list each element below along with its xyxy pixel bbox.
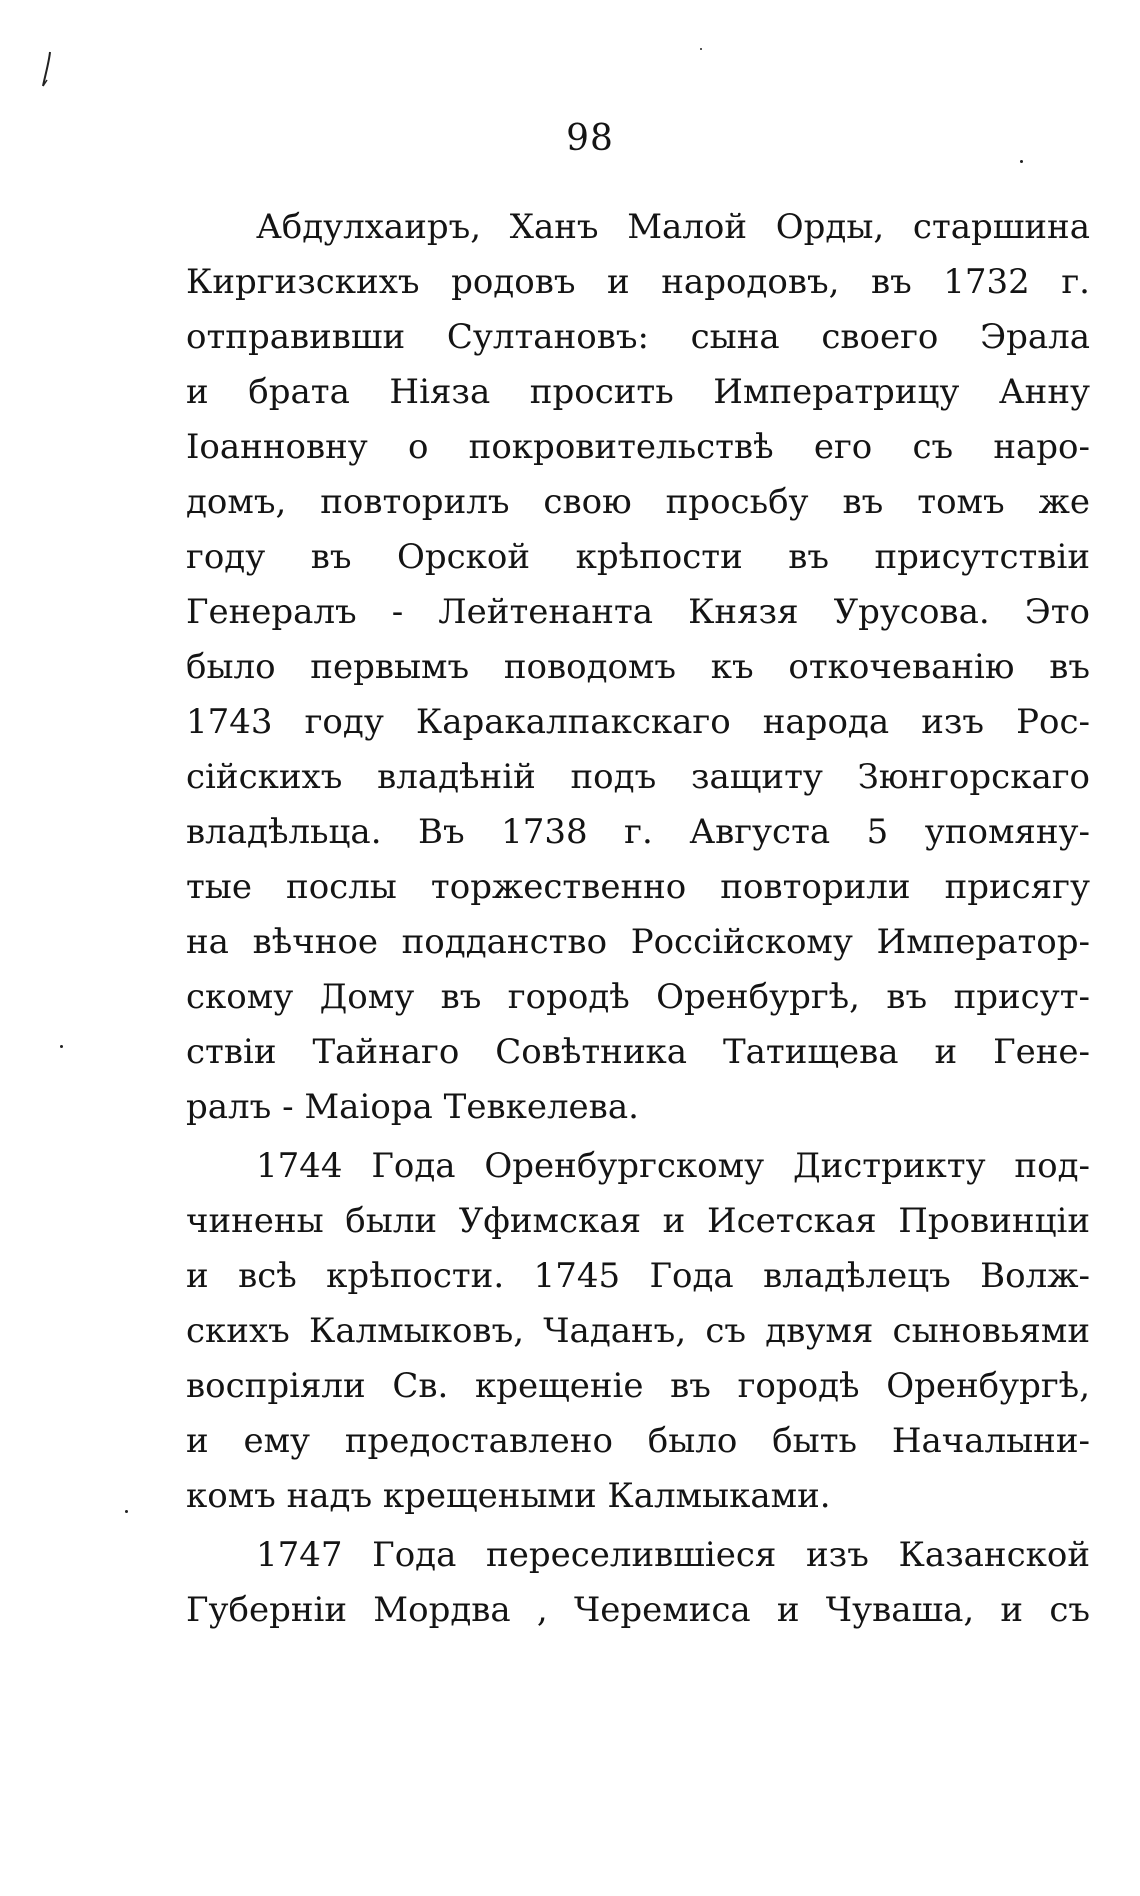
text-line: 1747 Года переселившіеся изъ Казанской	[256, 1535, 1090, 1575]
text-line: 1743 году Каракалпакскаго народа изъ Рос-	[186, 702, 1090, 742]
text-line: тые послы торжественно повторили присягу	[186, 867, 1090, 907]
text-line: сійскихъ владѣній подъ защиту Зюнгорскаго	[186, 757, 1090, 797]
text-line: домъ, повторилъ свою просьбу въ томъ же	[186, 482, 1090, 522]
body-text	[186, 200, 1090, 1642]
text-line: Іоанновну о покровительствѣ его съ наро-	[186, 427, 1090, 467]
text-line: и брата Ніяза просить Императрицу Анну	[186, 372, 1090, 412]
paragraph-2	[186, 1139, 1090, 1524]
text-line: 1744 Года Оренбургскому Дистрикту под-	[256, 1146, 1090, 1186]
text-line: и ему предоставлено было быть Началыни-	[186, 1421, 1090, 1461]
text-line: ствіи Тайнаго Совѣтника Татищева и Гене-	[186, 1032, 1090, 1072]
text-line: на вѣчное подданство Россійскому Император-	[186, 922, 1090, 962]
text-line: владѣльца. Въ 1738 г. Августа 5 упомяну-	[186, 812, 1090, 852]
text-line: скому Дому въ городѣ Оренбургѣ, въ присут-	[186, 977, 1090, 1017]
text-line: отправивши Султановъ: сына своего Эрала	[186, 317, 1090, 357]
margin-pen-mark	[40, 50, 54, 90]
paragraph-1	[186, 200, 1090, 1135]
text-line: Губерніи Мордва , Черемиса и Чуваша, и съ	[186, 1590, 1090, 1630]
text-line: воспріяли Св. крещеніе въ городѣ Оренбургѣ,	[186, 1366, 1090, 1406]
text-line: комъ надъ крещеными Калмыками.	[186, 1476, 831, 1516]
text-line: ралъ - Маіора Тевкелева.	[186, 1087, 639, 1127]
print-speck	[1020, 160, 1023, 163]
print-speck	[60, 1045, 63, 1048]
paragraph-3	[186, 1528, 1090, 1638]
text-line: Генералъ - Лейтенанта Князя Урусова. Это	[186, 592, 1090, 632]
text-line: году въ Орской крѣпости въ присутствіи	[186, 537, 1090, 577]
page-number: 98	[566, 118, 614, 159]
text-line: Киргизскихъ родовъ и народовъ, въ 1732 г.	[186, 262, 1090, 302]
text-line: и всѣ крѣпости. 1745 Года владѣлецъ Волж-	[186, 1256, 1090, 1296]
print-speck	[700, 48, 702, 50]
text-line: было первымъ поводомъ къ откочеванію въ	[186, 647, 1090, 687]
print-speck	[125, 1510, 128, 1513]
text-line: скихъ Калмыковъ, Чаданъ, съ двумя сыновьями	[186, 1311, 1090, 1351]
text-line: Абдулхаиръ, Ханъ Малой Орды, старшина	[256, 207, 1090, 247]
text-line: чинены были Уфимская и Исетская Провинціи	[186, 1201, 1090, 1241]
